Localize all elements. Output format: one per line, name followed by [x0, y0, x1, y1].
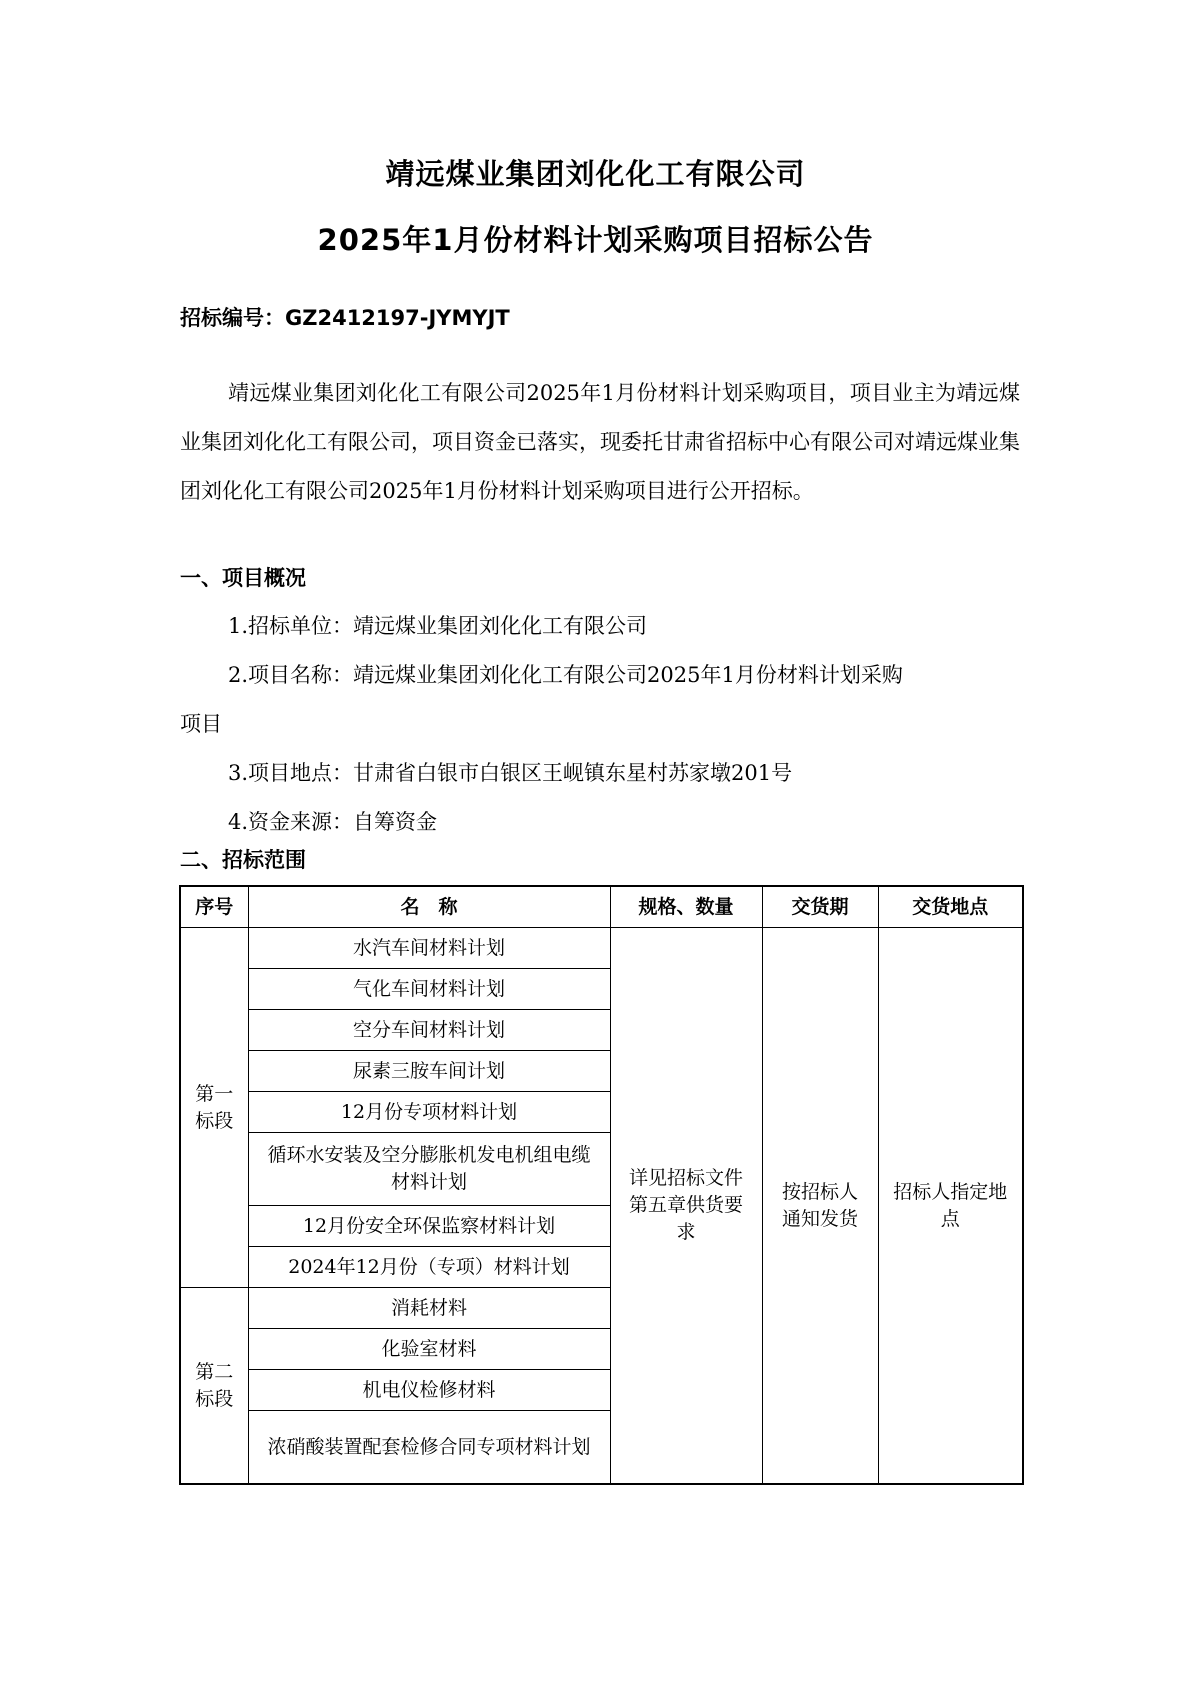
header-name: 名 称 [248, 886, 610, 928]
overview-item-3: 3.项目地点：甘肃省白银市白银区王岘镇东星村苏家墩201号 [228, 761, 793, 785]
lot2-item: 浓硝酸装置配套检修合同专项材料计划 [248, 1411, 610, 1485]
section-heading-scope: 二、招标范围 [180, 848, 306, 872]
title-line-2: 2025年1月份材料计划采购项目招标公告 [317, 223, 874, 257]
overview-item-4: 4.资金来源：自筹资金 [228, 810, 438, 834]
header-delivery-place: 交货地点 [878, 886, 1023, 928]
title-line-1: 靖远煤业集团刘化化工有限公司 [385, 157, 806, 191]
lot1-item: 12月份专项材料计划 [248, 1092, 610, 1133]
section-heading-overview: 一、项目概况 [180, 566, 306, 590]
lot1-item: 空分车间材料计划 [248, 1010, 610, 1051]
delivery-time-cell: 按招标人通知发货 [762, 928, 878, 1485]
lot1-item: 循环水安装及空分膨胀机发电机组电缆材料计划 [248, 1133, 610, 1206]
lot2-item: 机电仪检修材料 [248, 1370, 610, 1411]
tender-number-value: GZ2412197-JYMYJT [285, 306, 510, 330]
lot1-item: 2024年12月份（专项）材料计划 [248, 1247, 610, 1288]
table-header-row [180, 886, 1023, 928]
lot1-item: 气化车间材料计划 [248, 969, 610, 1010]
lot1-label: 第一标段 [180, 928, 248, 1288]
intro-paragraph: 靖远煤业集团刘化化工有限公司2025年1月份材料计划采购项目，项目业主为靖远煤业集团刘化化工有限公司，项目资金已落实，现委托甘肃省招标中心有限公司对靖远煤业集团刘化化工有限公司2025年1月份材料计划采购项目进行公开招标。 [180, 381, 1020, 503]
lot2-label: 第二标段 [180, 1288, 248, 1485]
lot1-item: 12月份安全环保监察材料计划 [248, 1206, 610, 1247]
overview-item-1: 1.招标单位：靖远煤业集团刘化化工有限公司 [228, 614, 648, 638]
header-spec: 规格、数量 [610, 886, 762, 928]
lot2-item: 消耗材料 [248, 1288, 610, 1329]
lot1-item: 尿素三胺车间计划 [248, 1051, 610, 1092]
table-row [180, 928, 1023, 969]
scope-table [179, 885, 1024, 1485]
tender-number-label: 招标编号： [180, 306, 285, 330]
overview-item-2-cont: 项目 [180, 712, 222, 736]
spec-cell: 详见招标文件第五章供货要求 [610, 928, 762, 1485]
overview-item-2: 2.项目名称：靖远煤业集团刘化化工有限公司2025年1月份材料计划采购 [228, 663, 903, 687]
header-delivery-time: 交货期 [762, 886, 878, 928]
tender-number [180, 306, 510, 330]
lot2-item: 化验室材料 [248, 1329, 610, 1370]
header-seq: 序号 [180, 886, 248, 928]
delivery-place-cell: 招标人指定地点 [878, 928, 1023, 1485]
lot1-item: 水汽车间材料计划 [248, 928, 610, 969]
